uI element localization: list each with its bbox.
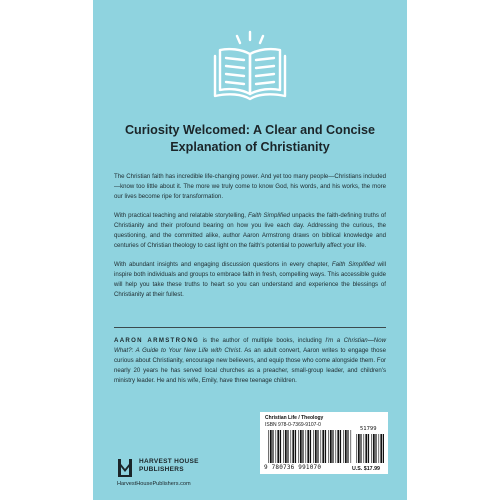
isbn-label: ISBN 978-0-7369-9107-0 bbox=[265, 422, 321, 428]
open-book-icon bbox=[207, 28, 293, 104]
category-label: Christian Life / Theology bbox=[265, 415, 324, 421]
book-title: Faith Simplified bbox=[247, 212, 290, 219]
publisher-logo bbox=[117, 456, 133, 478]
publisher-url: HarvestHousePublishers.com bbox=[117, 481, 191, 487]
description bbox=[114, 172, 386, 309]
headline-line-2: Explanation of Christianity bbox=[170, 140, 330, 154]
book-title: Faith Simplified bbox=[331, 261, 375, 268]
description-paragraph-1: The Christian faith has incredible life-changing power. And yet too many people—Christians included—know too little about it. The more we truly come to know God, his words, and his works, the more our lives become ripe for transformation. bbox=[114, 173, 386, 200]
barcode-digits: 9 780736 991070 bbox=[264, 464, 322, 471]
author-name: AARON ARMSTRONG bbox=[114, 337, 200, 344]
headline bbox=[105, 122, 395, 156]
price-code: 51799 bbox=[360, 426, 377, 432]
ean-barcode bbox=[268, 430, 352, 463]
barcode-label bbox=[260, 412, 388, 474]
author-bio: AARON ARMSTRONG is the author of multiple books, including I'm a Christian—Now What?: A Guide to Your New Life with Christ. As an adult convert, Aaron writes to engage those curious about Christianity, encourage new believers, and equip those who come alongside them. For nearly 20 years he has served local churches as a preacher, small-group leader, and children's ministry leader. He and his wife, Emily, have three teenage children. bbox=[114, 337, 386, 384]
description-paragraph-3: With abundant insights and engaging discussion questions in every chapter, Faith Simplified will inspire both individuals and groups to embrace faith in fresh, compelling ways. This accessible guide will help you take these truths to heart so you can understand and experience the blessings of Christianity at their fullest. bbox=[114, 261, 386, 298]
description-paragraph-2: With practical teaching and relatable storytelling, Faith Simplified unpacks the faith-defining truths of Christianity and their profound bearing on how you live each day. Addressing the curious, the questioning, and the committed alike, author Aaron Armstrong draws on biblical knowledge and centuries of Christian theology to cast light on the faith's potential to powerfully affect your life. bbox=[114, 212, 386, 249]
addon-barcode bbox=[356, 434, 384, 463]
book-back-cover bbox=[93, 0, 407, 500]
price: U.S. $17.99 bbox=[352, 466, 380, 472]
divider bbox=[114, 327, 386, 328]
previous-book-title: I'm a Christian—Now What?: A Guide to Your New Life with Christ bbox=[114, 337, 386, 354]
publisher-name: HARVEST HOUSE PUBLISHERS bbox=[139, 458, 199, 473]
headline-line-1: Curiosity Welcomed: A Clear and Concise bbox=[124, 123, 376, 137]
publisher-block bbox=[117, 456, 257, 486]
